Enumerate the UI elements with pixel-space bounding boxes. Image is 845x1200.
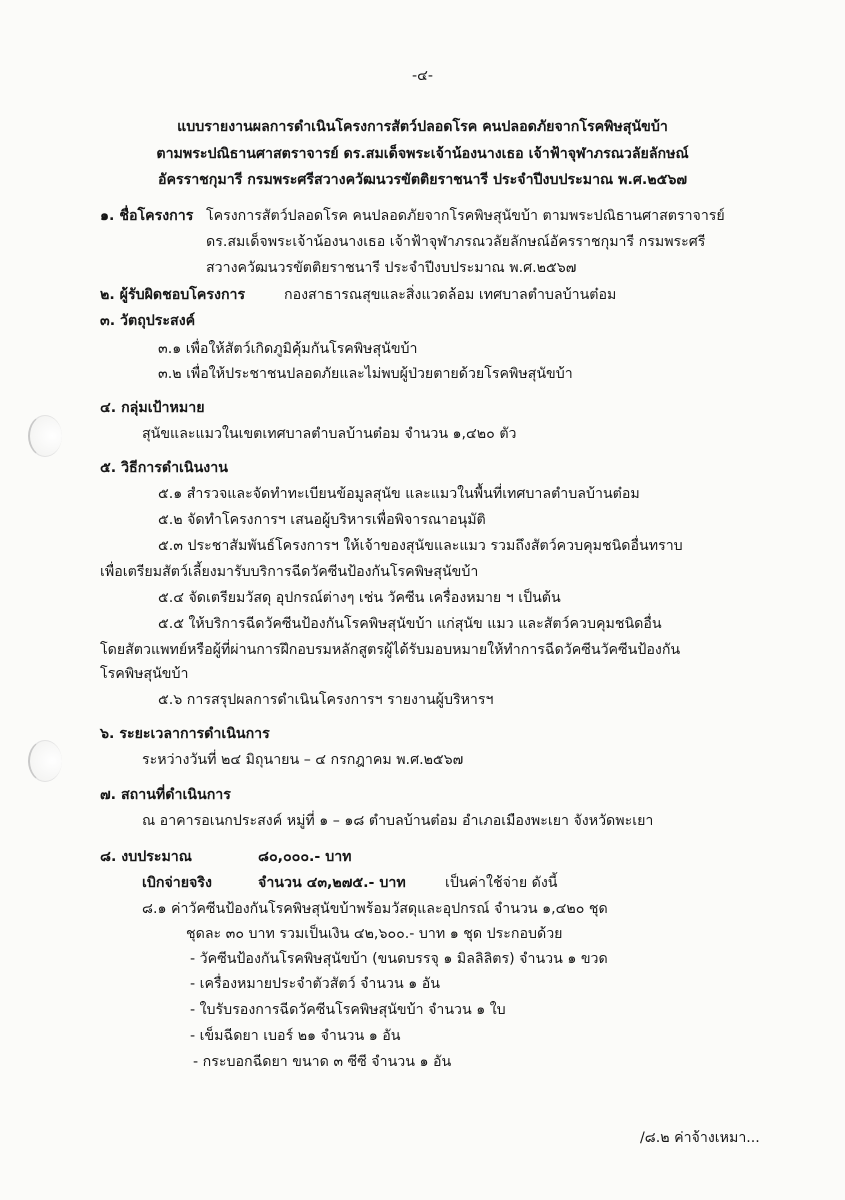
expense-bullet: - วัคซีนป้องกันโรคพิษสุนัขบ้า (ขนดบรรจุ ๑ มิลลิลิตร) จำนวน ๑ ขวด	[190, 951, 608, 967]
method-line: เพื่อเตรียมสัตว์เลี้ยงมารับบริการฉีดวัคซีนป้องกันโรคพิษสุนัขบ้า	[100, 564, 479, 580]
location-text: ณ อาคารอเนกประสงค์ หมู่ที่ ๑ – ๑๘ ตำบลบ้านต๋อม อำเภอเมืองพะเยา จังหวัดพะเยา	[142, 813, 654, 829]
period-label: ๖. ระยะเวลาการดำเนินการ	[100, 726, 270, 742]
expense-bullet: - เครื่องหมายประจำตัวสัตว์ จำนวน ๑ อัน	[190, 976, 440, 992]
report-title-line-3: อัครราชกุมารี กรมพระศรีสวางควัฒนวรขัตติยราชนารี ประจำปีงบประมาณ พ.ศ.๒๕๖๗	[157, 172, 688, 188]
budget-amount: ๘๐,๐๐๐.- บาท	[258, 849, 352, 865]
objectives-label: ๓. วัตถุประสงค์	[100, 313, 196, 329]
report-title-line-1: แบบรายงานผลการดำเนินโครงการสัตว์ปลอดโรค คนปลอดภัยจากโรคพิษสุนัขบ้า	[177, 119, 668, 135]
target-group-text: สุนัขและแมวในเขตเทศบาลตำบลบ้านต๋อม จำนวน ๑,๔๒๐ ตัว	[142, 426, 517, 442]
method-line: ๕.๓ ประชาสัมพันธ์โครงการฯ ให้เจ้าของสุนัขและแมว รวมถึงสัตว์ควบคุมชนิดอื่นทราบ	[158, 538, 683, 554]
actual-spend-suffix: เป็นค่าใช้จ่าย ดังนี้	[445, 875, 558, 891]
objective-item: ๓.๒ เพื่อให้ประชาชนปลอดภัยและไม่พบผู้ป่วยตายด้วยโรคพิษสุนัขบ้า	[158, 366, 573, 382]
method-line: ๕.๔ จัดเตรียมวัสดุ อุปกรณ์ต่างๆ เช่น วัคซีน เครื่องหมาย ฯ เป็นต้น	[158, 590, 561, 606]
expense-item-line: ชุดละ ๓๐ บาท รวมเป็นเงิน ๔๒,๖๐๐.- บาท ๑ ชุด ประกอบด้วย	[186, 926, 563, 942]
methods-label: ๕. วิธีการดำเนินงาน	[100, 460, 228, 476]
budget-label: ๘. งบประมาณ	[100, 849, 192, 865]
location-label: ๗. สถานที่ดำเนินการ	[100, 787, 231, 803]
binder-hole-bottom	[28, 740, 62, 782]
method-line: โรคพิษสุนัขบ้า	[100, 666, 189, 682]
expense-item-line: ๘.๑ ค่าวัคซีนป้องกันโรคพิษสุนัขบ้าพร้อมวัสดุและอุปกรณ์ จำนวน ๑,๔๒๐ ชุด	[142, 901, 608, 917]
method-line: ๕.๑ สำรวจและจัดทำทะเบียนข้อมูลสุนัข และแมวในพื้นที่เทศบาลตำบลบ้านต๋อม	[158, 486, 640, 502]
responsible-label: ๒. ผู้รับผิดชอบโครงการ	[100, 287, 246, 303]
project-name-line: ดร.สมเด็จพระเจ้าน้องนางเธอ เจ้าฟ้าจุฬาภรณวลัยลักษณ์อัครราชกุมารี กรมพระศรี	[206, 234, 706, 250]
project-name-label: ๑. ชื่อโครงการ	[100, 208, 194, 224]
actual-spend-amount: จำนวน ๔๓,๒๗๕.- บาท	[258, 875, 406, 891]
report-title-line-2: ตามพระปณิธานศาสตราจารย์ ดร.สมเด็จพระเจ้าน้องนางเธอ เจ้าฟ้าจุฬาภรณวลัยลักษณ์	[156, 146, 689, 162]
method-line: ๕.๒ จัดทำโครงการฯ เสนอผู้บริหารเพื่อพิจารณาอนุมัติ	[158, 512, 486, 528]
expense-bullet: - กระบอกฉีดยา ขนาด ๓ ซีซี จำนวน ๑ อัน	[193, 1054, 452, 1070]
responsible-text: กองสาธารณสุขและสิ่งแวดล้อม เทศบาลตำบลบ้านต๋อม	[284, 287, 617, 303]
expense-bullet: - เข็มฉีดยา เบอร์ ๒๑ จำนวน ๑ อัน	[190, 1028, 401, 1044]
project-name-line: โครงการสัตว์ปลอดโรค คนปลอดภัยจากโรคพิษสุนัขบ้า ตามพระปณิธานศาสตราจารย์	[206, 208, 725, 224]
period-text: ระหว่างวันที่ ๒๔ มิถุนายน – ๔ กรกฎาคม พ.ศ.๒๕๖๗	[142, 752, 464, 768]
method-line: ๕.๕ ให้บริการฉีดวัคซีนป้องกันโรคพิษสุนัขบ้า แก่สุนัข แมว และสัตว์ควบคุมชนิดอื่น	[158, 616, 662, 632]
page-number: -๔-	[412, 68, 433, 84]
expense-bullet: - ใบรับรองการฉีดวัคซีนโรคพิษสุนัขบ้า จำนวน ๑ ใบ	[190, 1002, 506, 1018]
method-line: โดยสัตวแพทย์หรือผู้ที่ผ่านการฝึกอบรมหลักสูตรผู้ได้รับมอบหมายให้ทำการฉีดวัคซีนวัคซีนป้องกัน	[100, 642, 681, 658]
target-group-label: ๔. กลุ่มเป้าหมาย	[100, 400, 205, 416]
binder-hole-top	[28, 415, 62, 457]
method-line: ๕.๖ การสรุปผลการดำเนินโครงการฯ รายงานผู้บริหารฯ	[158, 692, 494, 708]
continuation-note: /๘.๒ ค่าจ้างเหมา...	[640, 1130, 760, 1146]
objective-item: ๓.๑ เพื่อให้สัตว์เกิดภูมิคุ้มกันโรคพิษสุนัขบ้า	[158, 341, 418, 357]
actual-spend-label: เบิกจ่ายจริง	[142, 875, 212, 891]
project-name-line: สวางควัฒนวรขัตติยราชนารี ประจำปีงบประมาณ พ.ศ.๒๕๖๗	[206, 260, 577, 276]
